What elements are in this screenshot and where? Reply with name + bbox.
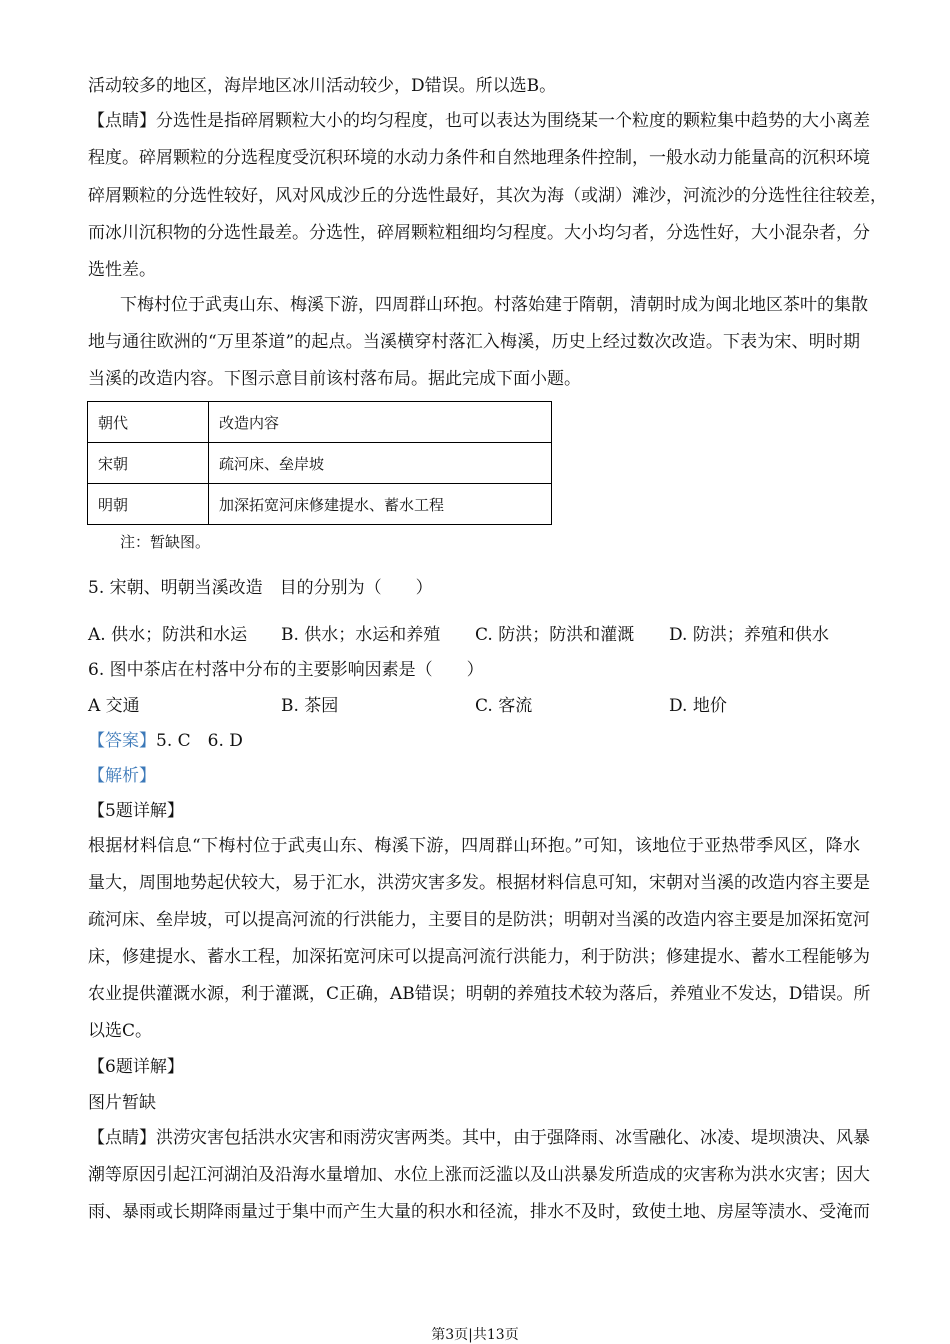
table-header: 改造内容 xyxy=(209,402,552,443)
q6-detail-title: 【6题详解】 xyxy=(88,1057,184,1077)
paragraph-line: 活动较多的地区，海岸地区冰川活动较少，D错误。所以选B。 xyxy=(88,76,557,96)
answer-label: 【答案】 xyxy=(88,731,156,751)
dianjing-line: 【点睛】分选性是指碎屑颗粒大小的均匀程度，也可以表达为围绕某一个粒度的颗粒集中趋势的大小离差 xyxy=(88,111,870,131)
q5-detail-line: 床，修建提水、蓄水工程，加深拓宽河床可以提高河流行洪能力，利于防洪；修建提水、蓄水工程能够为 xyxy=(88,947,870,967)
dianjing-line: 而冰川沉积物的分选性最差。分选性，碎屑颗粒粗细均匀程度。大小均匀者，分选性好，大小混杂者，分 xyxy=(88,223,870,243)
dianjing-line: 选性差。 xyxy=(88,260,156,280)
table-row xyxy=(88,484,552,525)
table-row xyxy=(88,443,552,484)
q5-option-a: A. 供水；防洪和水运 xyxy=(88,625,248,645)
q6-option-d: D. 地价 xyxy=(669,696,727,716)
dianjing-line: 程度。碎屑颗粒的分选程度受沉积环境的水动力条件和自然地理条件控制，一般水动力能量高的沉积环境 xyxy=(88,148,870,168)
dianjing-line: 碎屑颗粒的分选性较好，风对风成沙丘的分选性最好，其次为海（或湖）滩沙，河流沙的分选性往往较差， xyxy=(88,186,887,206)
table-header-row xyxy=(88,402,552,443)
q5-detail-title: 【5题详解】 xyxy=(88,801,184,821)
q6-option-b: B. 茶园 xyxy=(281,696,339,716)
material-line: 下梅村位于武夷山东、梅溪下游，四周群山环抱。村落始建于隋朝，清朝时成为闽北地区茶叶的集散 xyxy=(120,295,868,315)
q6-detail-text: 图片暂缺 xyxy=(88,1093,156,1113)
dianjing2-line: 【点睛】洪涝灾害包括洪水灾害和雨涝灾害两类。其中，由于强降雨、冰雪融化、冰凌、堤坝溃决、风暴 xyxy=(88,1128,870,1148)
table-header: 朝代 xyxy=(88,402,209,443)
q5-detail-line: 农业提供灌溉水源，利于灌溉，C正确，AB错误；明朝的养殖技术较为落后，养殖业不发达，D错误。所 xyxy=(88,984,871,1004)
dianjing2-line: 潮等原因引起江河湖泊及沿海水量增加、水位上涨而泛滥以及山洪暴发所造成的灾害称为洪水灾害；因大 xyxy=(88,1165,870,1185)
dianjing2-line: 雨、暴雨或长期降雨量过于集中而产生大量的积水和径流，排水不及时，致使土地、房屋等渍水、受淹而 xyxy=(88,1202,870,1222)
reform-table xyxy=(87,401,552,525)
material-line: 当溪的改造内容。下图示意目前该村落布局。据此完成下面小题。 xyxy=(88,369,581,389)
q5-detail-line: 疏河床、垒岸坡，可以提高河流的行洪能力，主要目的是防洪；明朝对当溪的改造内容主要是加深拓宽河 xyxy=(88,910,870,930)
q5-option-d: D. 防洪；养殖和供水 xyxy=(669,625,829,645)
question-6-stem: 6. 图中茶店在村落中分布的主要影响因素是（ ） xyxy=(88,660,484,680)
q5-option-c: C. 防洪；防洪和灌溉 xyxy=(475,625,635,645)
table-note: 注：暂缺图。 xyxy=(120,533,211,551)
table-cell: 宋朝 xyxy=(88,443,209,484)
question-5-stem: 5. 宋朝、明朝当溪改造 目的分别为（ ） xyxy=(88,578,433,598)
page-footer: 第3页|共13页 xyxy=(431,1327,519,1343)
table-cell: 疏河床、垒岸坡 xyxy=(209,443,552,484)
q6-option-c: C. 客流 xyxy=(475,696,533,716)
q5-detail-line: 以选C。 xyxy=(88,1021,153,1041)
q6-option-a: A 交通 xyxy=(88,696,140,716)
analysis-label: 【解析】 xyxy=(88,766,156,786)
q5-detail-line: 量大，周围地势起伏较大，易于汇水，洪涝灾害多发。根据材料信息可知，宋朝对当溪的改造内容主要是 xyxy=(88,873,870,893)
q5-detail-line: 根据材料信息“下梅村位于武夷山东、梅溪下游，四周群山环抱。”可知，该地位于亚热带季风区，降水 xyxy=(88,836,860,856)
material-line: 地与通往欧洲的“万里茶道”的起点。当溪横穿村落汇入梅溪，历史上经过数次改造。下表为宋、明时期 xyxy=(88,332,860,352)
answer-text: 5. C 6. D xyxy=(156,731,243,751)
table-cell: 加深拓宽河床修建提水、蓄水工程 xyxy=(209,484,552,525)
answer-line xyxy=(88,730,243,752)
table-cell: 明朝 xyxy=(88,484,209,525)
q5-option-b: B. 供水；水运和养殖 xyxy=(281,625,441,645)
